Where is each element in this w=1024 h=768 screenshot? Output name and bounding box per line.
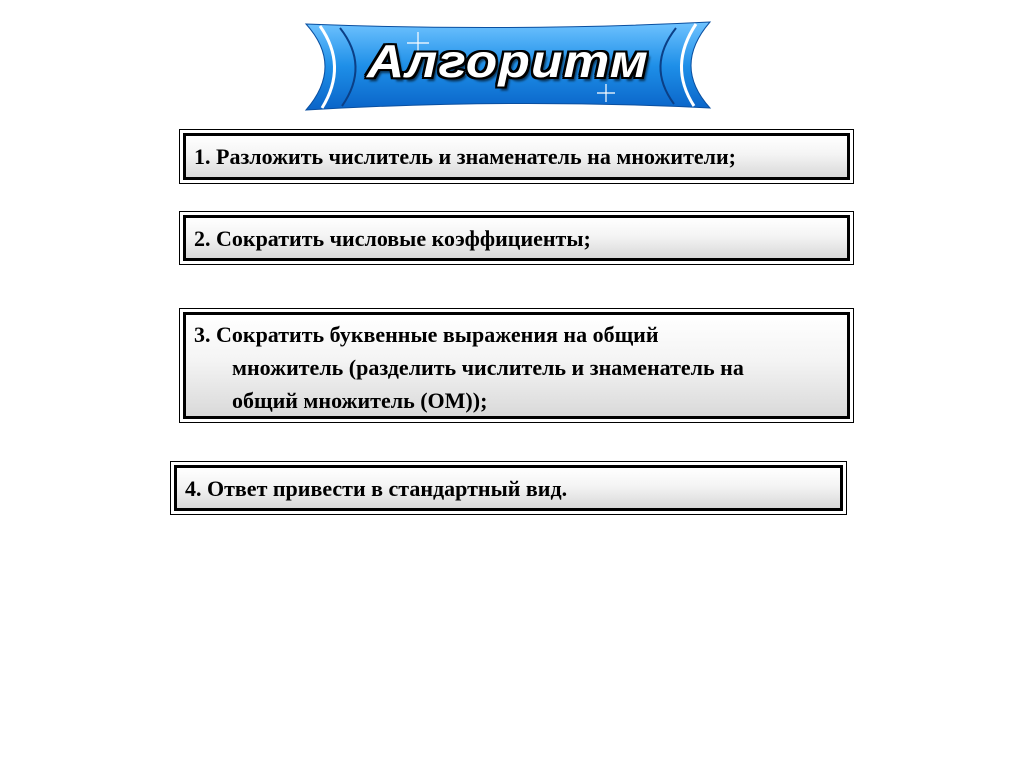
title-banner <box>300 20 716 112</box>
step-3-text <box>183 312 850 419</box>
step-2-text: 2. Сократить числовые коэффициенты; <box>183 215 850 261</box>
step-3-line-1: 3. Сократить буквенные выражения на общий <box>194 322 659 347</box>
page-title: Алгоритм <box>366 35 650 87</box>
step-3-box <box>179 308 854 423</box>
step-1-text: 1. Разложить числитель и знаменатель на множители; <box>183 133 850 180</box>
step-4-text: 4. Ответ привести в стандартный вид. <box>174 465 843 511</box>
step-3-line-3: общий множитель (ОМ)); <box>232 388 488 413</box>
step-3-line-2: множитель (разделить числитель и знаменатель на <box>232 355 744 380</box>
step-2-box <box>179 211 854 265</box>
step-1-box <box>179 129 854 184</box>
step-4-box <box>170 461 847 515</box>
